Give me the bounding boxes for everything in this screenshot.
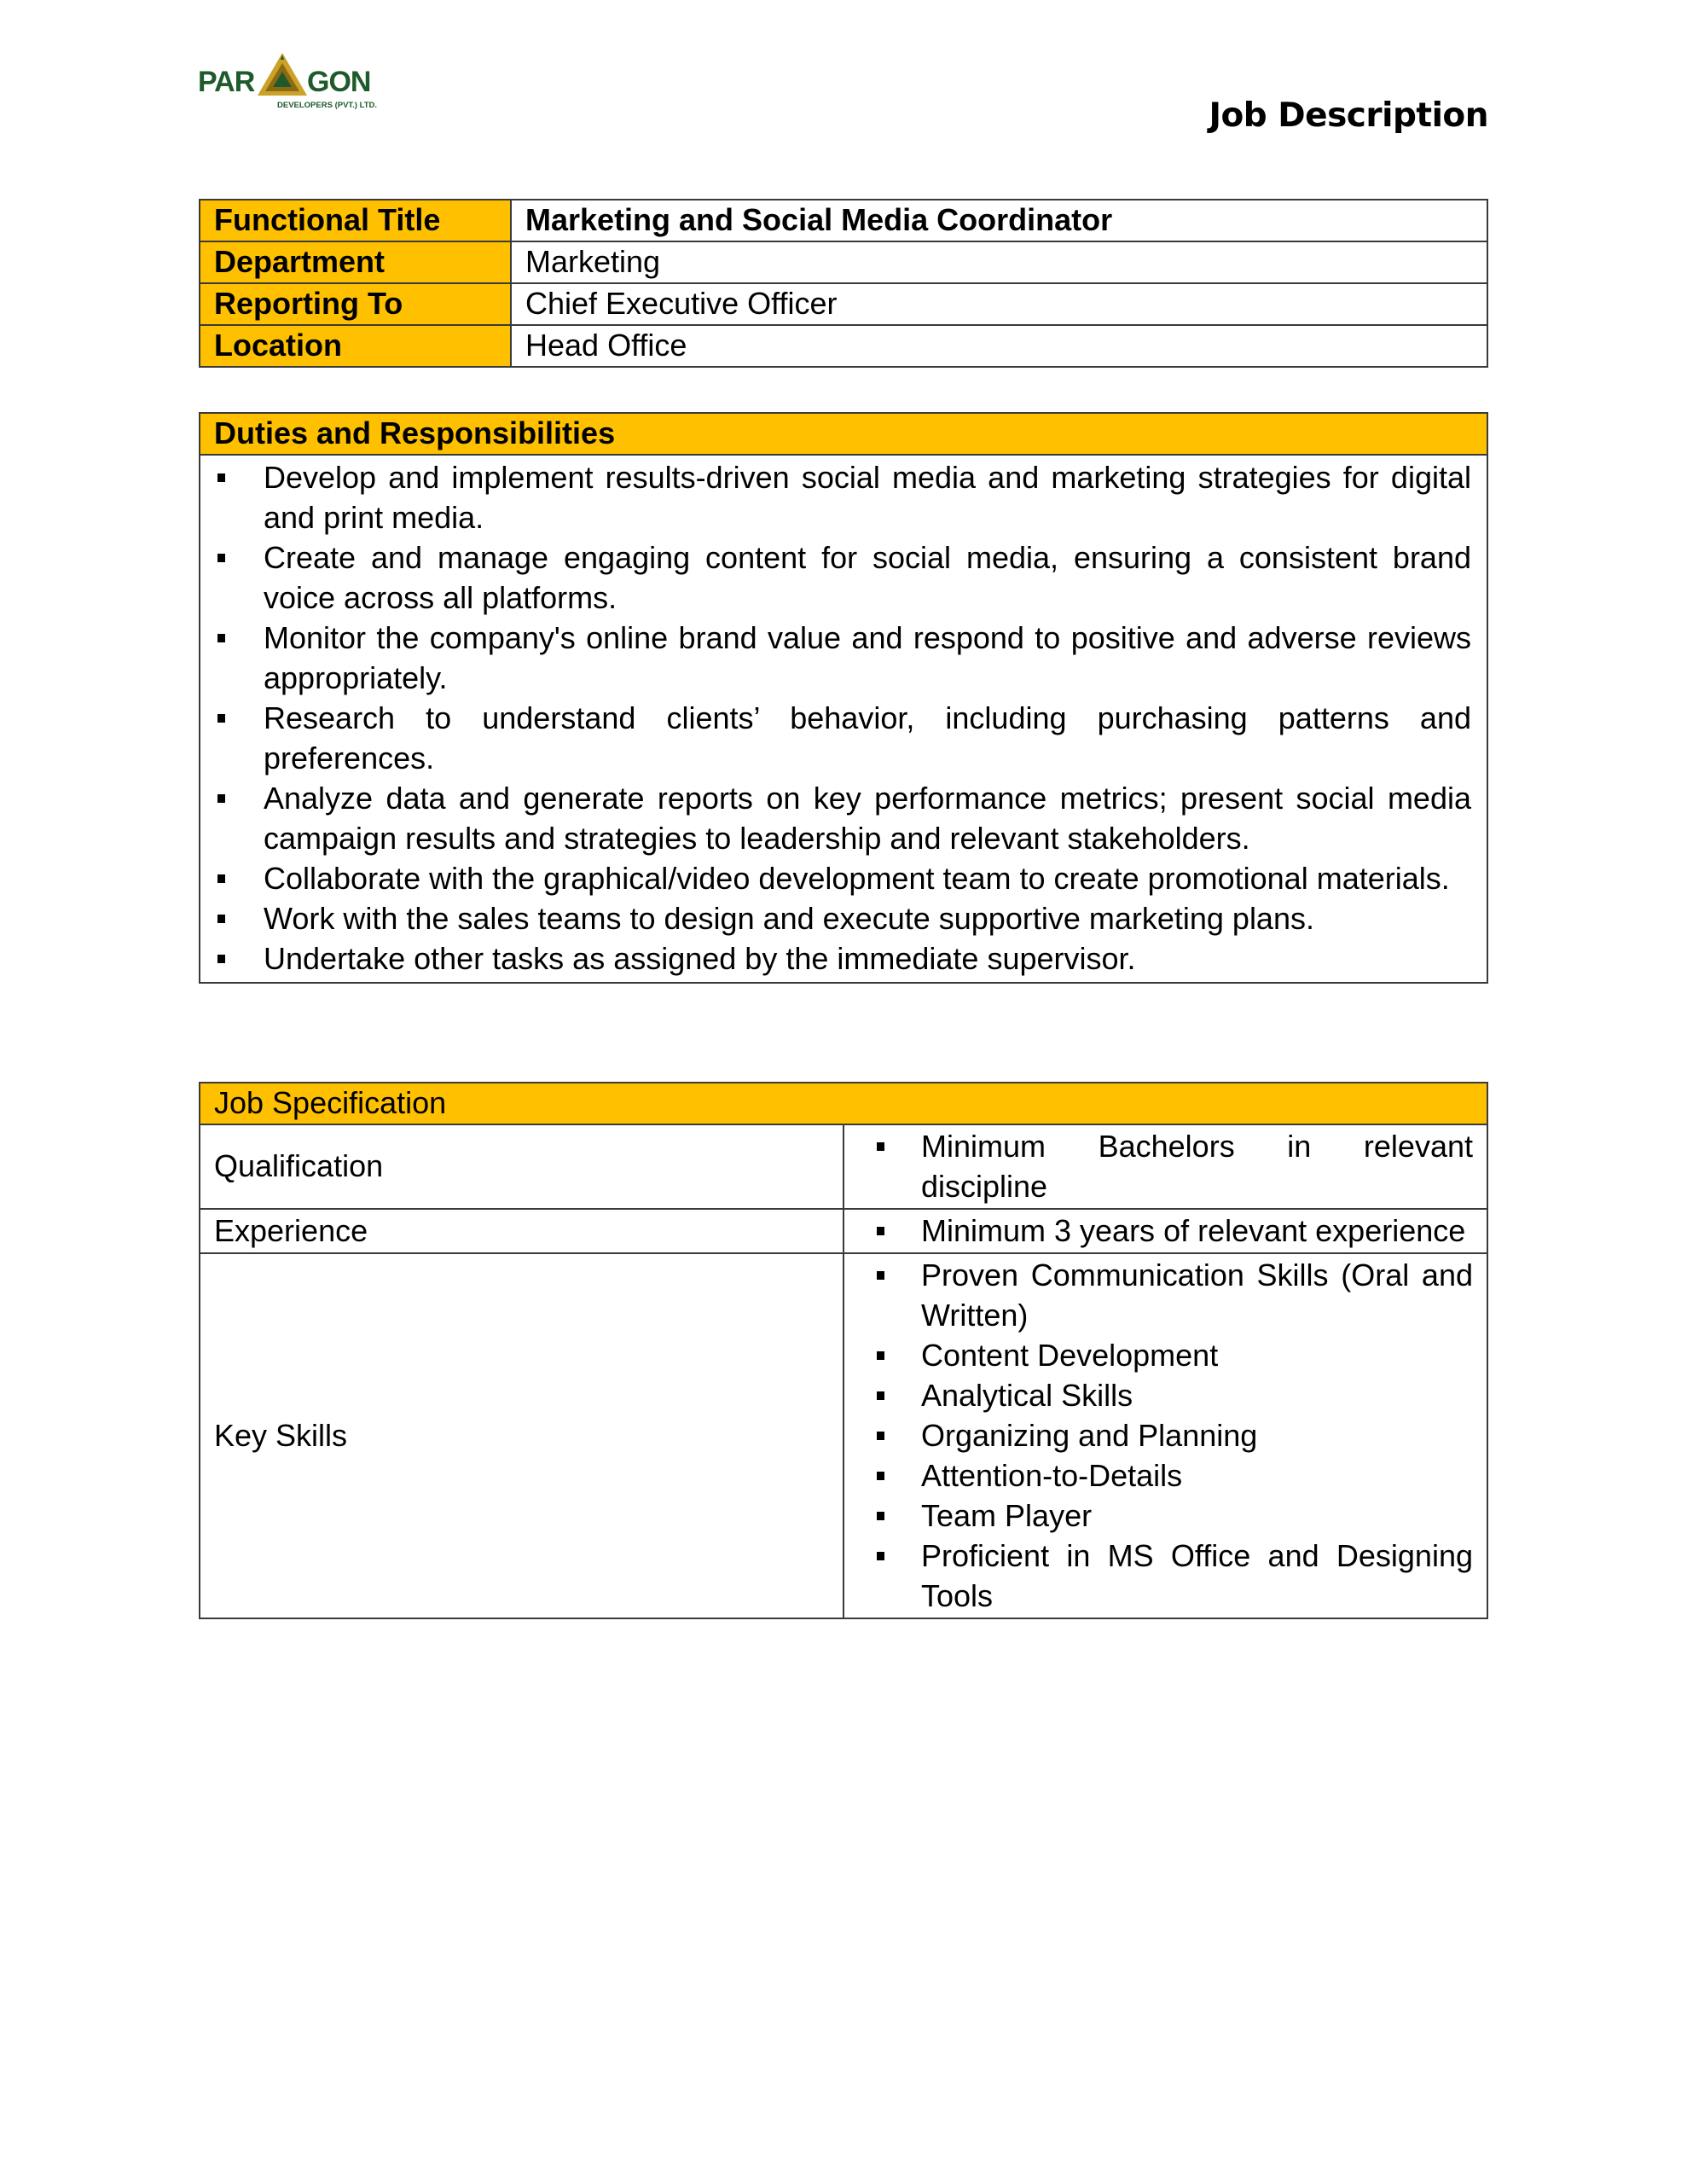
list-item: Analytical Skills — [858, 1375, 1473, 1415]
job-specification-heading: Job Specification — [200, 1083, 1487, 1124]
list-item: Minimum Bachelors in relevant discipline — [858, 1126, 1473, 1206]
department-label: Department — [200, 241, 511, 283]
location-value: Head Office — [511, 325, 1487, 367]
list-item: Collaborate with the graphical/video development team to create promotional materials. — [214, 858, 1471, 898]
qualification-label: Qualification — [200, 1124, 844, 1209]
qualification-list — [858, 1126, 1473, 1206]
table-row — [200, 200, 1487, 241]
department-value: Marketing — [511, 241, 1487, 283]
table-row — [200, 1253, 1487, 1618]
list-item: Minimum 3 years of relevant experience — [858, 1211, 1473, 1251]
experience-label: Experience — [200, 1209, 844, 1253]
job-specification-table — [199, 1082, 1488, 1619]
company-logo — [198, 51, 382, 118]
reporting-to-label: Reporting To — [200, 283, 511, 325]
triangle-a-logo-icon — [198, 51, 382, 118]
experience-list — [858, 1211, 1473, 1251]
job-info-table — [199, 199, 1488, 368]
list-item: Attention-to-Details — [858, 1455, 1473, 1496]
table-row — [200, 325, 1487, 367]
table-row — [200, 1124, 1487, 1209]
list-item: Research to understand clients’ behavior, including purchasing patterns and preferences. — [214, 698, 1471, 778]
location-label: Location — [200, 325, 511, 367]
reporting-to-value: Chief Executive Officer — [511, 283, 1487, 325]
list-item: Organizing and Planning — [858, 1415, 1473, 1455]
list-item: Analyze data and generate reports on key performance metrics; present social media campaign results and strategies to leadership and relevant stakeholders. — [214, 778, 1471, 858]
document-title: Job Description — [1209, 96, 1488, 135]
logo-text-left: PAR — [198, 66, 255, 98]
table-row — [200, 241, 1487, 283]
duties-list — [214, 457, 1471, 979]
duties-table — [199, 412, 1488, 984]
key-skills-label: Key Skills — [200, 1253, 844, 1618]
list-item: Proven Communication Skills (Oral and Written) — [858, 1255, 1473, 1335]
duties-body — [200, 455, 1487, 983]
list-item: Work with the sales teams to design and execute supportive marketing plans. — [214, 898, 1471, 938]
functional-title-value: Marketing and Social Media Coordinator — [511, 200, 1487, 241]
list-item: Proficient in MS Office and Designing Tools — [858, 1536, 1473, 1616]
logo-text-right: GON — [307, 66, 371, 98]
list-item: Monitor the company's online brand value and respond to positive and adverse reviews appropriately. — [214, 618, 1471, 698]
table-row — [200, 1209, 1487, 1253]
list-item: Develop and implement results-driven social media and marketing strategies for digital and print media. — [214, 457, 1471, 537]
functional-title-label: Functional Title — [200, 200, 511, 241]
list-item: Create and manage engaging content for social media, ensuring a consistent brand voice across all platforms. — [214, 537, 1471, 618]
list-item: Undertake other tasks as assigned by the immediate supervisor. — [214, 938, 1471, 979]
key-skills-list — [858, 1255, 1473, 1616]
logo-tagline: DEVELOPERS (PVT.) LTD. — [277, 101, 378, 110]
list-item: Team Player — [858, 1496, 1473, 1536]
duties-heading: Duties and Responsibilities — [200, 413, 1487, 455]
table-row — [200, 283, 1487, 325]
list-item: Content Development — [858, 1335, 1473, 1375]
